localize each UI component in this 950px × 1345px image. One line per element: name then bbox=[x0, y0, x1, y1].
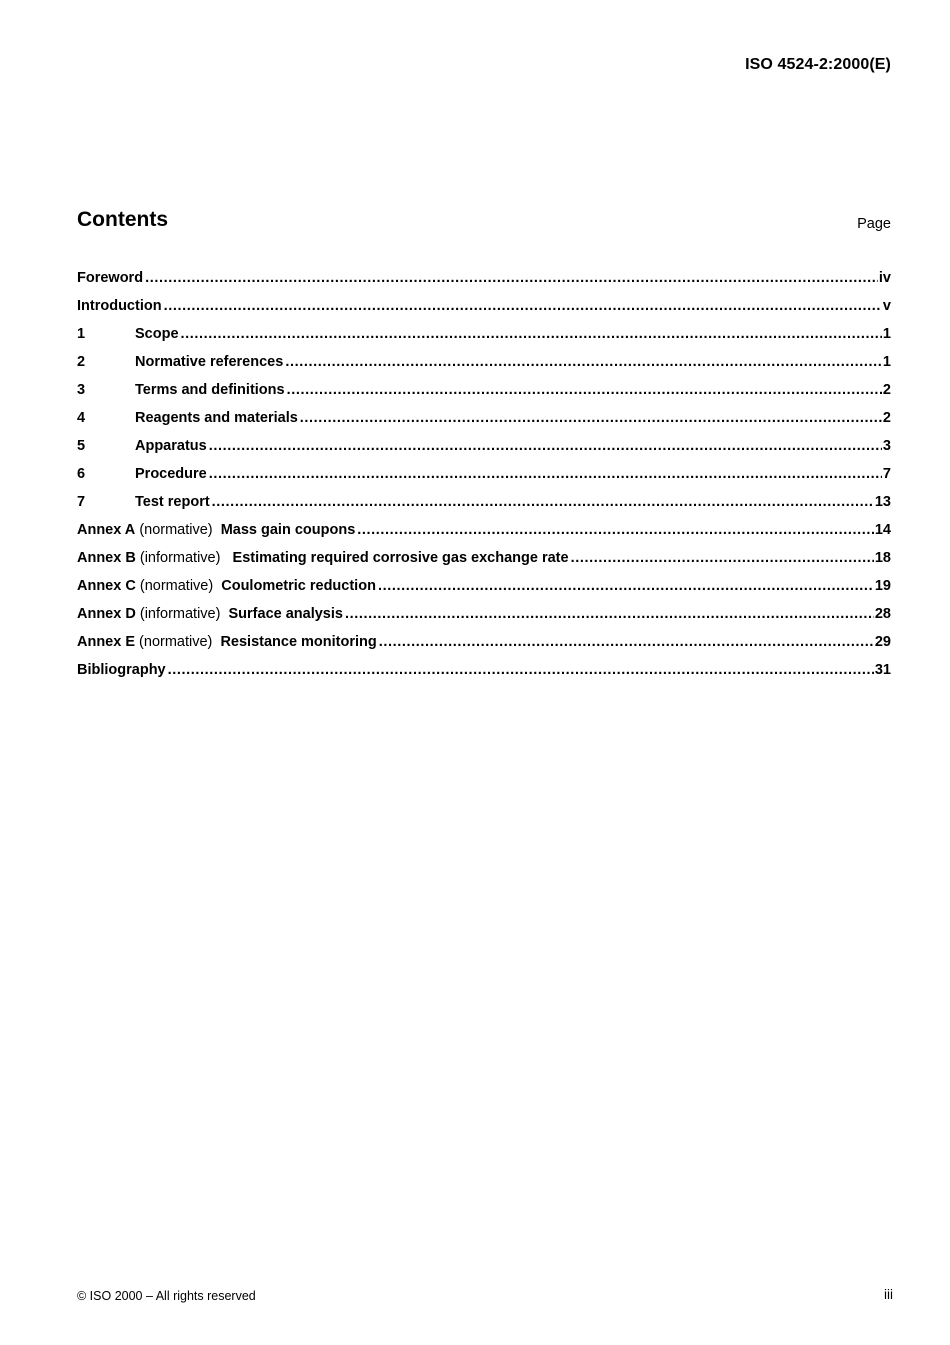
toc-clause-number: 5 bbox=[77, 438, 86, 454]
toc-page-number: 3 bbox=[882, 438, 891, 454]
toc-entry-title: Apparatus bbox=[135, 438, 207, 454]
toc-page-number: 29 bbox=[874, 634, 891, 650]
dot-leader bbox=[345, 600, 874, 628]
toc-page-number: 2 bbox=[882, 382, 891, 398]
toc-entry-title: Surface analysis bbox=[228, 606, 343, 622]
dot-leader bbox=[209, 460, 882, 488]
dot-leader bbox=[571, 544, 874, 572]
toc-page-number: 14 bbox=[874, 522, 891, 538]
toc-entry-annex-e[interactable] bbox=[77, 628, 891, 656]
toc-annex-type: (normative) bbox=[139, 522, 213, 538]
toc-entry-title: Normative references bbox=[135, 354, 284, 370]
dot-leader bbox=[181, 320, 882, 348]
toc-annex-type: (normative) bbox=[139, 634, 213, 650]
toc-clause-number: 7 bbox=[77, 494, 86, 510]
toc-annex-letter: Annex B bbox=[77, 550, 136, 566]
toc-annex-letter: Annex E bbox=[77, 634, 136, 650]
toc-entry-test-report[interactable] bbox=[77, 488, 891, 516]
toc-clause-number: 1 bbox=[77, 326, 86, 342]
toc-entry-title: Resistance monitoring bbox=[220, 634, 377, 650]
toc-annex-letter: Annex A bbox=[77, 522, 136, 538]
dot-leader bbox=[379, 628, 874, 656]
toc-clause-number: 4 bbox=[77, 410, 86, 426]
toc-entry-reagents-and-materials[interactable] bbox=[77, 404, 891, 432]
toc-entry-normative-references[interactable] bbox=[77, 348, 891, 376]
toc-entry-annex-b[interactable] bbox=[77, 544, 891, 572]
toc-entry-introduction[interactable] bbox=[77, 292, 891, 320]
toc-entry-annex-a[interactable] bbox=[77, 516, 891, 544]
toc-entry-procedure[interactable] bbox=[77, 460, 891, 488]
toc-entry-title: Test report bbox=[135, 494, 210, 510]
toc-annex-type: (normative) bbox=[139, 578, 214, 594]
contents-heading: Contents bbox=[77, 208, 168, 231]
page-column-label: Page bbox=[857, 216, 891, 232]
toc-page-number: 31 bbox=[874, 662, 891, 678]
toc-page-number: iv bbox=[878, 270, 891, 286]
dot-leader bbox=[209, 432, 882, 460]
toc-entry-scope[interactable] bbox=[77, 320, 891, 348]
toc-entry-title: Scope bbox=[135, 326, 179, 342]
dot-leader bbox=[378, 572, 874, 600]
toc-annex-letter: Annex D bbox=[77, 606, 136, 622]
toc-entry-title: Introduction bbox=[77, 298, 162, 314]
dot-leader bbox=[287, 376, 882, 404]
toc-entry-terms-and-definitions[interactable] bbox=[77, 376, 891, 404]
toc-entry-title: Estimating required corrosive gas exchange rate bbox=[232, 550, 569, 566]
toc-entry-title: Foreword bbox=[77, 270, 144, 286]
toc-page-number: 13 bbox=[874, 494, 891, 510]
toc-annex-letter: Annex C bbox=[77, 578, 136, 594]
toc-entry-bibliography[interactable] bbox=[77, 656, 891, 684]
toc-page-number: 1 bbox=[882, 354, 891, 370]
toc-entry-annex-d[interactable] bbox=[77, 600, 891, 628]
toc-annex-type: (informative) bbox=[139, 606, 221, 622]
toc-entry-apparatus[interactable] bbox=[77, 432, 891, 460]
toc-page-number: 2 bbox=[882, 410, 891, 426]
toc-page-number: 1 bbox=[882, 326, 891, 342]
toc-entry-title: Terms and definitions bbox=[135, 382, 285, 398]
toc-page-number: 19 bbox=[874, 578, 891, 594]
dot-leader bbox=[212, 488, 874, 516]
dot-leader bbox=[285, 348, 882, 376]
dot-leader bbox=[168, 656, 874, 684]
toc-entry-annex-c[interactable] bbox=[77, 572, 891, 600]
footer-page-number: iii bbox=[884, 1287, 893, 1302]
table-of-contents bbox=[77, 265, 891, 684]
toc-clause-number: 2 bbox=[77, 354, 86, 370]
dot-leader bbox=[357, 516, 874, 544]
dot-leader bbox=[164, 292, 882, 320]
toc-clause-number: 6 bbox=[77, 466, 86, 482]
toc-entry-title: Reagents and materials bbox=[135, 410, 298, 426]
toc-page-number: 7 bbox=[882, 466, 891, 482]
toc-entry-title: Coulometric reduction bbox=[221, 578, 376, 594]
toc-entry-title: Procedure bbox=[135, 466, 207, 482]
toc-entry-foreword[interactable] bbox=[77, 265, 891, 292]
toc-entry-title: Mass gain coupons bbox=[220, 522, 356, 538]
copyright-notice: © ISO 2000 – All rights reserved bbox=[77, 1289, 256, 1303]
toc-entry-title: Bibliography bbox=[77, 662, 166, 678]
toc-annex-type: (informative) bbox=[139, 550, 221, 566]
toc-page-number: 18 bbox=[874, 550, 891, 566]
dot-leader bbox=[300, 404, 882, 432]
toc-page-number: 28 bbox=[874, 606, 891, 622]
document-id: ISO 4524-2:2000(E) bbox=[745, 56, 891, 73]
dot-leader bbox=[145, 265, 878, 292]
toc-clause-number: 3 bbox=[77, 382, 86, 398]
toc-page-number: v bbox=[882, 298, 891, 314]
